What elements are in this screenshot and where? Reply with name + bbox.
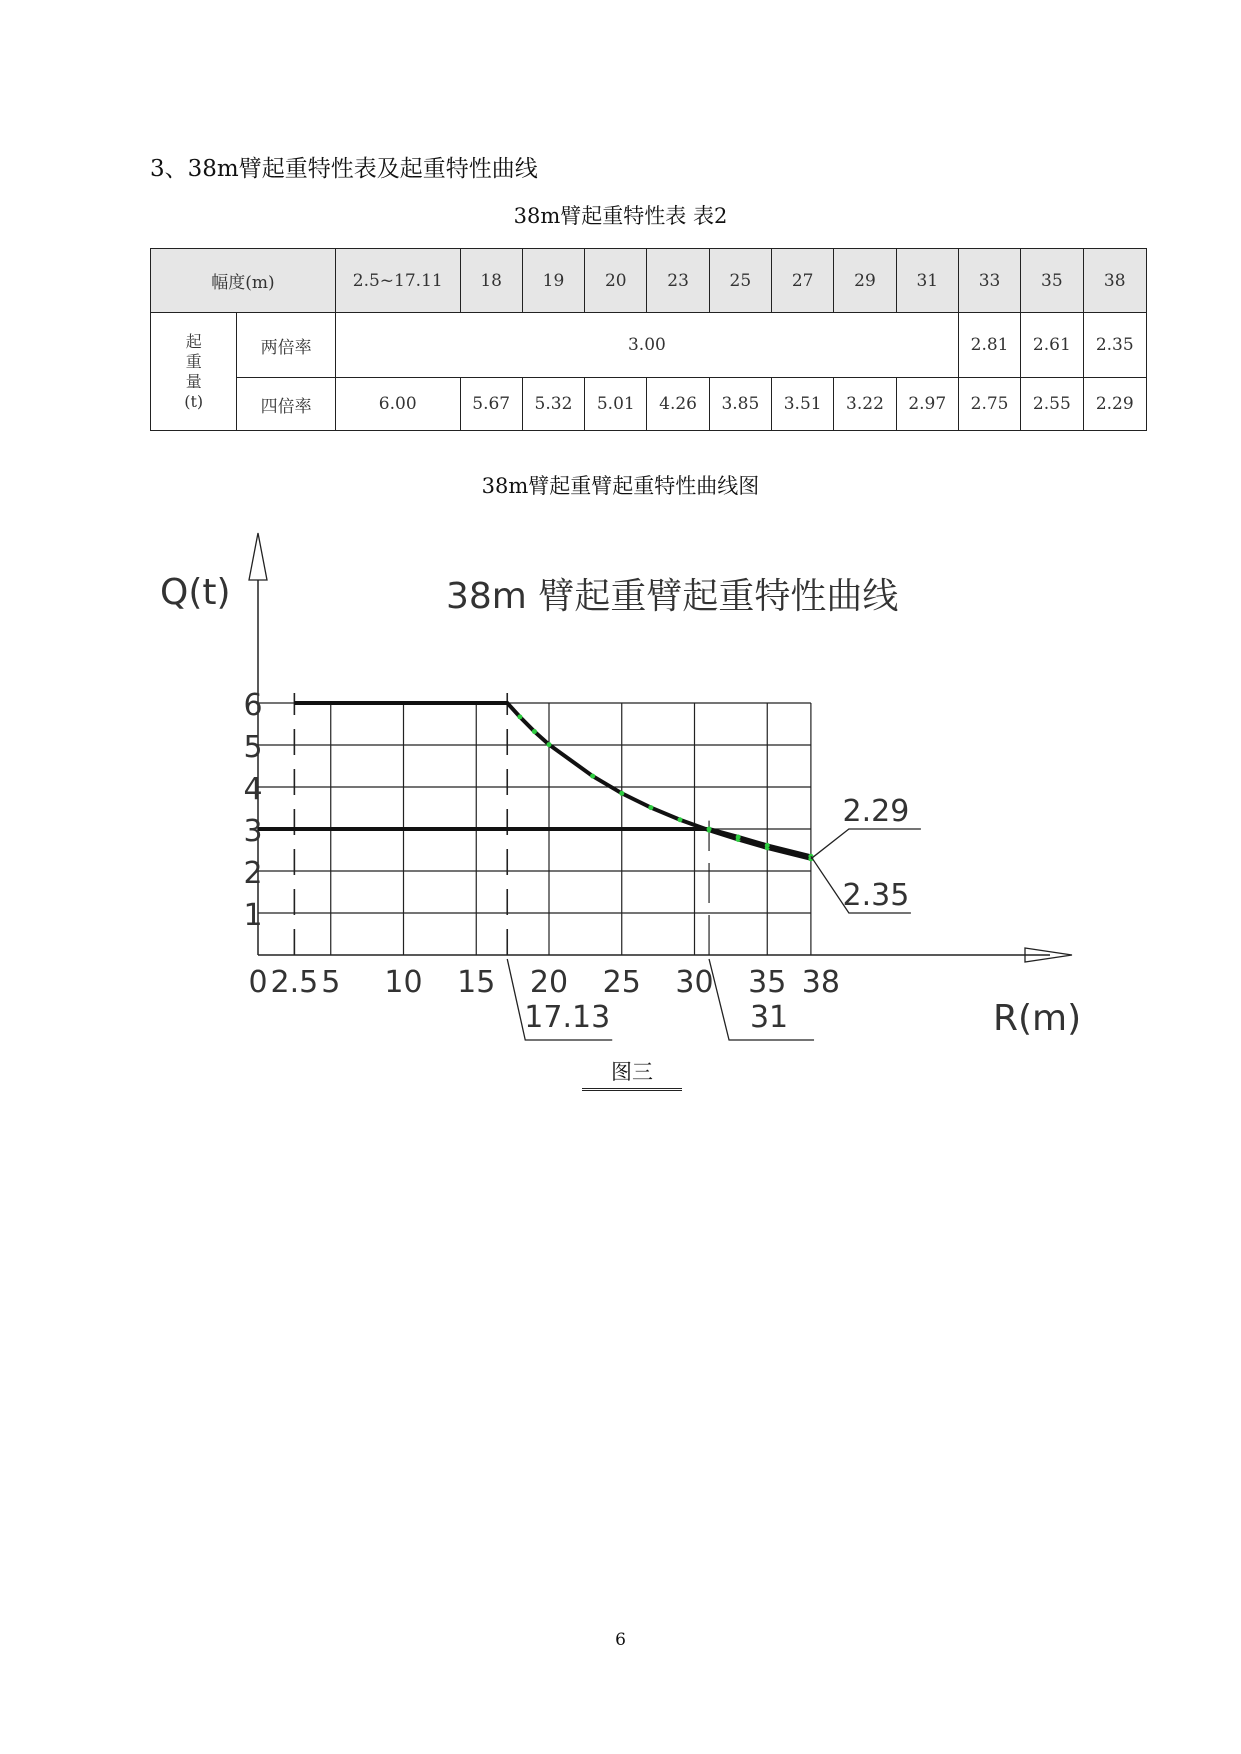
row-label: 两倍率 [237, 313, 336, 378]
data-point [517, 714, 522, 719]
y-tick-label: 2 [243, 856, 263, 891]
x-tick-label: 38 [801, 965, 840, 1000]
data-point [532, 729, 537, 734]
table-cell: 2.61 [1021, 313, 1083, 378]
range-header: 27 [772, 249, 834, 313]
table-cell: 5.67 [460, 378, 522, 431]
series-line-double [258, 829, 811, 856]
table-cell: 2.29 [1083, 378, 1147, 431]
y-tick-label: 3 [243, 814, 263, 849]
load-spec-table [150, 248, 1147, 431]
annotation-label: 2.35 [842, 878, 910, 913]
x-tick-label: 2.5 [270, 965, 319, 1000]
table-cell: 3.22 [834, 378, 896, 431]
y-tick-label: 1 [243, 898, 263, 933]
chart-caption: 38m臂起重臂起重特性曲线图 [481, 474, 760, 498]
y-axis-label: Q(t) [160, 572, 231, 613]
table-cell: 2.97 [896, 378, 958, 431]
data-point [547, 742, 552, 747]
annotation-label: 31 [749, 1000, 789, 1035]
x-tick-label: 15 [457, 965, 496, 1000]
data-point [736, 834, 741, 839]
table-row [151, 378, 1147, 431]
x-axis-label: R(m) [993, 998, 1082, 1039]
data-point [619, 791, 624, 796]
y-axis-arrow [249, 533, 267, 580]
data-point [648, 805, 653, 810]
x-tick-label: 10 [384, 965, 423, 1000]
load-label-char: 量 [185, 371, 202, 391]
page-number: 6 [615, 1630, 626, 1650]
range-header: 33 [958, 249, 1020, 313]
table-cell: 2.35 [1083, 313, 1147, 378]
figure-label: 图三 [582, 1056, 682, 1091]
load-label-char: 重 [185, 351, 202, 371]
leader-line [811, 829, 921, 859]
table-caption: 38m臂起重特性表 表2 [513, 204, 728, 228]
load-label-cell [151, 313, 237, 431]
table-cell: 2.55 [1021, 378, 1083, 431]
range-header: 20 [585, 249, 647, 313]
range-header: 31 [896, 249, 958, 313]
annotation-label: 17.13 [524, 1000, 611, 1035]
range-label-cell: 幅度(m) [151, 249, 336, 313]
x-tick-label: 25 [602, 965, 641, 1000]
data-point [765, 843, 770, 848]
table-row [151, 313, 1147, 378]
table-cell: 5.01 [585, 378, 647, 431]
range-header: 38 [1083, 249, 1147, 313]
table-header-row [151, 249, 1147, 313]
x-tick-label: 0 [248, 965, 268, 1000]
section-heading: 3、38m臂起重特性表及起重特性曲线 [150, 156, 538, 182]
table-cell: 3.85 [709, 378, 771, 431]
chart-title: 38m 臂起重臂起重特性曲线 [446, 576, 899, 617]
table-cell: 3.51 [772, 378, 834, 431]
load-curve-chart [0, 520, 1241, 1060]
label-layer [160, 572, 1081, 1040]
table-cell: 5.32 [522, 378, 584, 431]
merged-value-cell: 3.00 [335, 313, 958, 378]
x-tick-label: 35 [748, 965, 787, 1000]
table-cell: 2.75 [958, 378, 1020, 431]
load-label-char: 起 [185, 331, 202, 351]
data-point [677, 817, 682, 822]
range-header: 18 [460, 249, 522, 313]
x-tick-label: 20 [529, 965, 569, 1000]
y-tick-label: 6 [243, 688, 263, 723]
range-header: 35 [1021, 249, 1083, 313]
row-label: 四倍率 [237, 378, 336, 431]
x-tick-label: 30 [675, 965, 714, 1000]
range-header: 23 [647, 249, 709, 313]
x-tick-label: 5 [321, 965, 341, 1000]
range-header: 25 [709, 249, 771, 313]
annotation-label: 2.29 [842, 794, 910, 829]
table-cell: 2.81 [958, 313, 1020, 378]
y-tick-label: 4 [243, 772, 263, 807]
y-tick-label: 5 [243, 730, 263, 765]
data-point [707, 827, 712, 832]
data-point [590, 774, 595, 779]
range-header: 29 [834, 249, 896, 313]
range-header: 2.5~17.11 [335, 249, 460, 313]
table-cell: 4.26 [647, 378, 709, 431]
series-layer [258, 703, 813, 861]
table-cell: 6.00 [335, 378, 460, 431]
range-header: 19 [522, 249, 584, 313]
load-label-char: (t) [184, 391, 204, 411]
